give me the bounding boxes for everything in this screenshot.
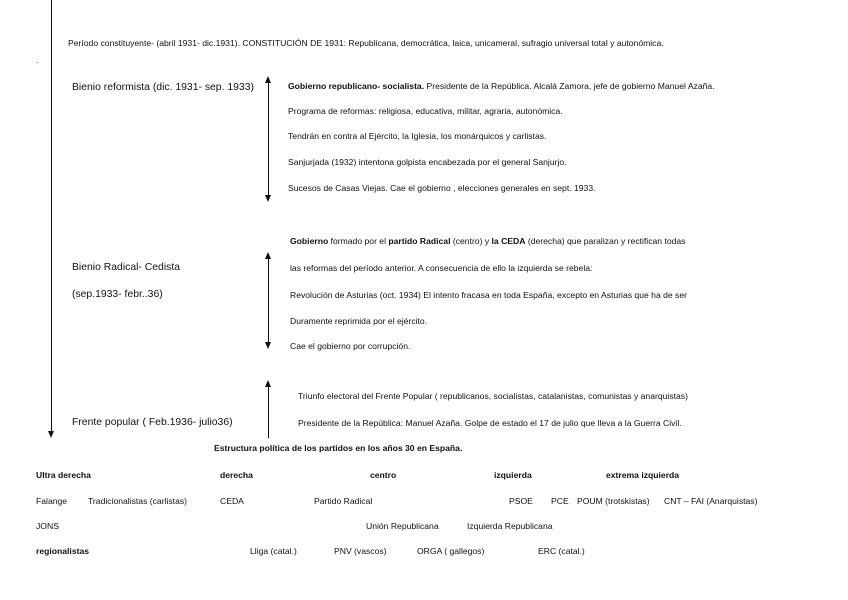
- stray-mark: .: [36, 55, 39, 65]
- bienio-reformista-label: Bienio reformista (dic. 1931- sep. 1933): [72, 82, 254, 93]
- frente-popular-label: Frente popular ( Feb.1936- julio36): [72, 417, 233, 428]
- frente-popular-arrow: [268, 386, 269, 438]
- label-regionalistas: regionalistas: [36, 546, 90, 556]
- text-segment: (centro) y: [450, 236, 492, 246]
- party-cnt-fai: CNT – FAI (Anarquistas): [664, 496, 758, 506]
- estructura-title: Estructura política de los partidos en los años 30 en España.: [214, 443, 463, 453]
- gobierno-republicano-bold: Gobierno republicano- socialista.: [288, 81, 425, 91]
- presidente-text: Presidente de la República. Alcalá Zamora, jefe de gobierno Manuel Azaña.: [424, 81, 715, 91]
- arrow-up-icon: [265, 252, 271, 259]
- bienio-radical-line-5: Cae el gobierno por corrupción.: [290, 341, 411, 351]
- bienio-reformista-arrow: [268, 82, 269, 196]
- ceda-bold: la CEDA: [491, 236, 526, 246]
- bienio-radical-line-2: las reformas del período anterior. A consecuencia de ello la izquierda se rebela:: [290, 263, 593, 273]
- party-tradicionalistas: Tradicionalistas (carlistas): [88, 496, 188, 506]
- bienio-reformista-line-1: [288, 81, 715, 92]
- bienio-radical-line-4: Duramente reprimida por el ejército.: [290, 316, 428, 326]
- timeline-axis: [51, 0, 52, 432]
- bienio-radical-line-3: Revolución de Asturias (oct. 1934) El intento fracasa en toda España, excepto en Asturias que ha de ser: [290, 290, 687, 300]
- party-pnv: PNV (vascos): [334, 546, 387, 556]
- frente-popular-line-1: Triunfo electoral del Frente Popular ( republicanos, socialistas, catalanistas, comunistas y anarquistas): [298, 391, 688, 401]
- party-orga: ORGA ( gallegos): [417, 546, 485, 556]
- arrow-up-icon: [265, 380, 271, 387]
- header-izquierda: izquierda: [494, 470, 532, 480]
- party-union-republicana: Unión Republicana: [366, 521, 439, 531]
- header-ultra-derecha: Ultra derecha: [36, 470, 91, 480]
- header-centro: centro: [370, 470, 397, 480]
- bienio-reformista-line-4: Sanjurjada (1932) intentona golpista encabezada por el general Sanjurjo.: [288, 157, 567, 167]
- bienio-reformista-line-3: Tendrán en contra al Ejército, la Iglesia, los monárquicos y carlistas.: [288, 131, 547, 141]
- text-segment: (derecha) que paralizan y rectifican todas: [525, 236, 686, 246]
- party-erc: ERC (catal.): [538, 546, 585, 556]
- bienio-radical-line-1: [290, 236, 685, 247]
- party-izquierda-republicana: Izquierda Republicana: [467, 521, 553, 531]
- header-extrema-izquierda: extrema izquierda: [606, 470, 680, 480]
- gobierno-bold: Gobierno: [290, 236, 329, 246]
- party-partido-radical: Partido Radical: [314, 496, 373, 506]
- partido-radical-bold: partido Radical: [388, 236, 451, 246]
- text-segment: formado por el: [328, 236, 389, 246]
- party-poum: POUM (trotskistas): [577, 496, 650, 506]
- party-pce: PCE: [551, 496, 569, 506]
- bienio-reformista-line-2: Programa de reformas: religiosa, educativa, militar, agraria, autonómica.: [288, 106, 563, 116]
- bienio-radical-dates: (sep.1933- febr..36): [72, 289, 163, 300]
- party-psoe: PSOE: [509, 496, 533, 506]
- bienio-reformista-line-5: Sucesos de Casas Viejas. Cae el gobierno , elecciones generales en sept. 1933.: [288, 183, 596, 193]
- timeline-arrowhead-icon: [48, 431, 54, 438]
- bienio-radical-arrow: [268, 258, 269, 342]
- party-falange: Falange: [36, 496, 68, 506]
- arrow-up-icon: [265, 76, 271, 83]
- arrow-down-icon: [265, 342, 271, 349]
- frente-popular-line-2: Presidente de la República: Manuel Azaña. Golpe de estado el 17 de julio que lleva a la Guerra Civil.: [298, 418, 682, 428]
- party-lliga: Lliga (catal.): [250, 546, 297, 556]
- periodo-constituyente-text: Período constituyente- (abril 1931- dic.1931). CONSTITUCIÓN DE 1931: Republicana, democrática, laica, unicameral, sufragio universal total y autonómica.: [68, 38, 664, 48]
- arrow-down-icon: [265, 195, 271, 202]
- party-jons: JONS: [36, 521, 59, 531]
- bienio-radical-label: Bienio Radical- Cedista: [72, 262, 181, 273]
- header-derecha: derecha: [220, 470, 253, 480]
- party-ceda: CEDA: [220, 496, 244, 506]
